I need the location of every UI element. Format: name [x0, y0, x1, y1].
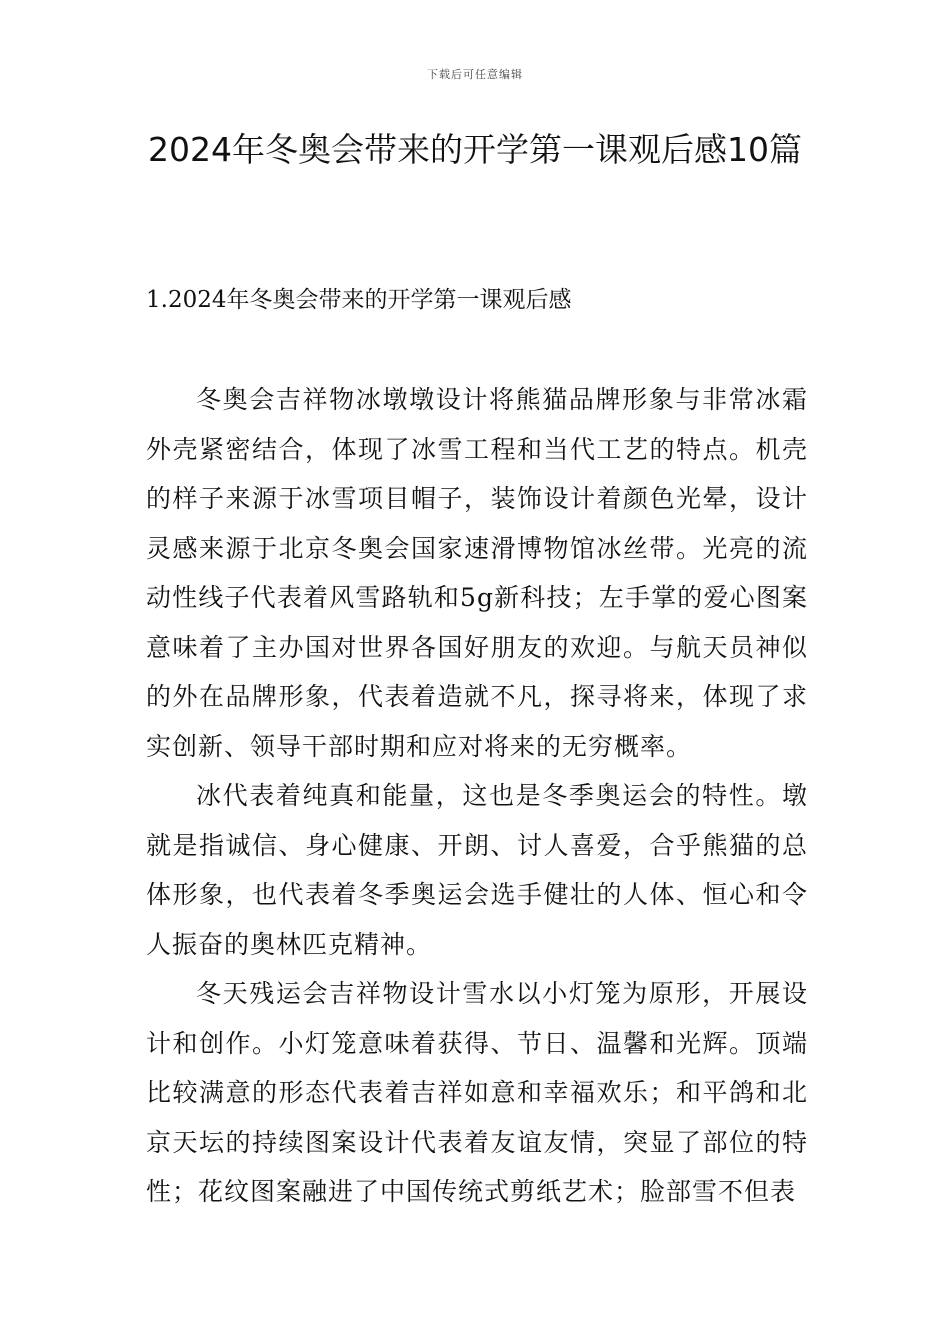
- paragraph: 冬奥会吉祥物冰墩墩设计将熊猫品牌形象与非常冰霜外壳紧密结合，体现了冰雪工程和当代工艺的特点。机壳的样子来源于冰雪项目帽子，装饰设计着颜色光晕，设计灵感来源于北京冬奥会国家速滑博物馆冰丝带。光亮的流动性线子代表着风雪路轨和5g新科技；左手掌的爱心图案意味着了主办国对世界各国好朋友的欢迎。与航天员神似的外在品牌形象，代表着造就不凡，探寻将来，体现了求实创新、领导干部时期和应对将来的无穷概率。: [146, 385, 808, 761]
- paragraph: 冰代表着纯真和能量，这也是冬季奥运会的特性。墩就是指诚信、身心健康、开朗、讨人喜爱，合乎熊猫的总体形象，也代表着冬季奥运会选手健壮的人体、恒心和令人振奋的奥林匹克精神。: [146, 781, 808, 959]
- paragraph: 冬天残运会吉祥物设计雪水以小灯笼为原形，开展设计和创作。小灯笼意味着获得、节日、温馨和光辉。顶端比较满意的形态代表着吉祥如意和幸福欢乐；和平鸽和北京天坛的持续图案设计代表着友谊友情，突显了部位的特性；花纹图案融进了中国传统式剪纸艺术；脸部雪不但表: [146, 979, 808, 1206]
- section-heading: 1.2024年冬奥会带来的开学第一课观后感: [146, 287, 572, 313]
- header-note: 下载后可任意编辑: [427, 68, 523, 81]
- document-title: 2024年冬奥会带来的开学第一课观后感10篇: [148, 130, 802, 169]
- document-body: [146, 375, 808, 1217]
